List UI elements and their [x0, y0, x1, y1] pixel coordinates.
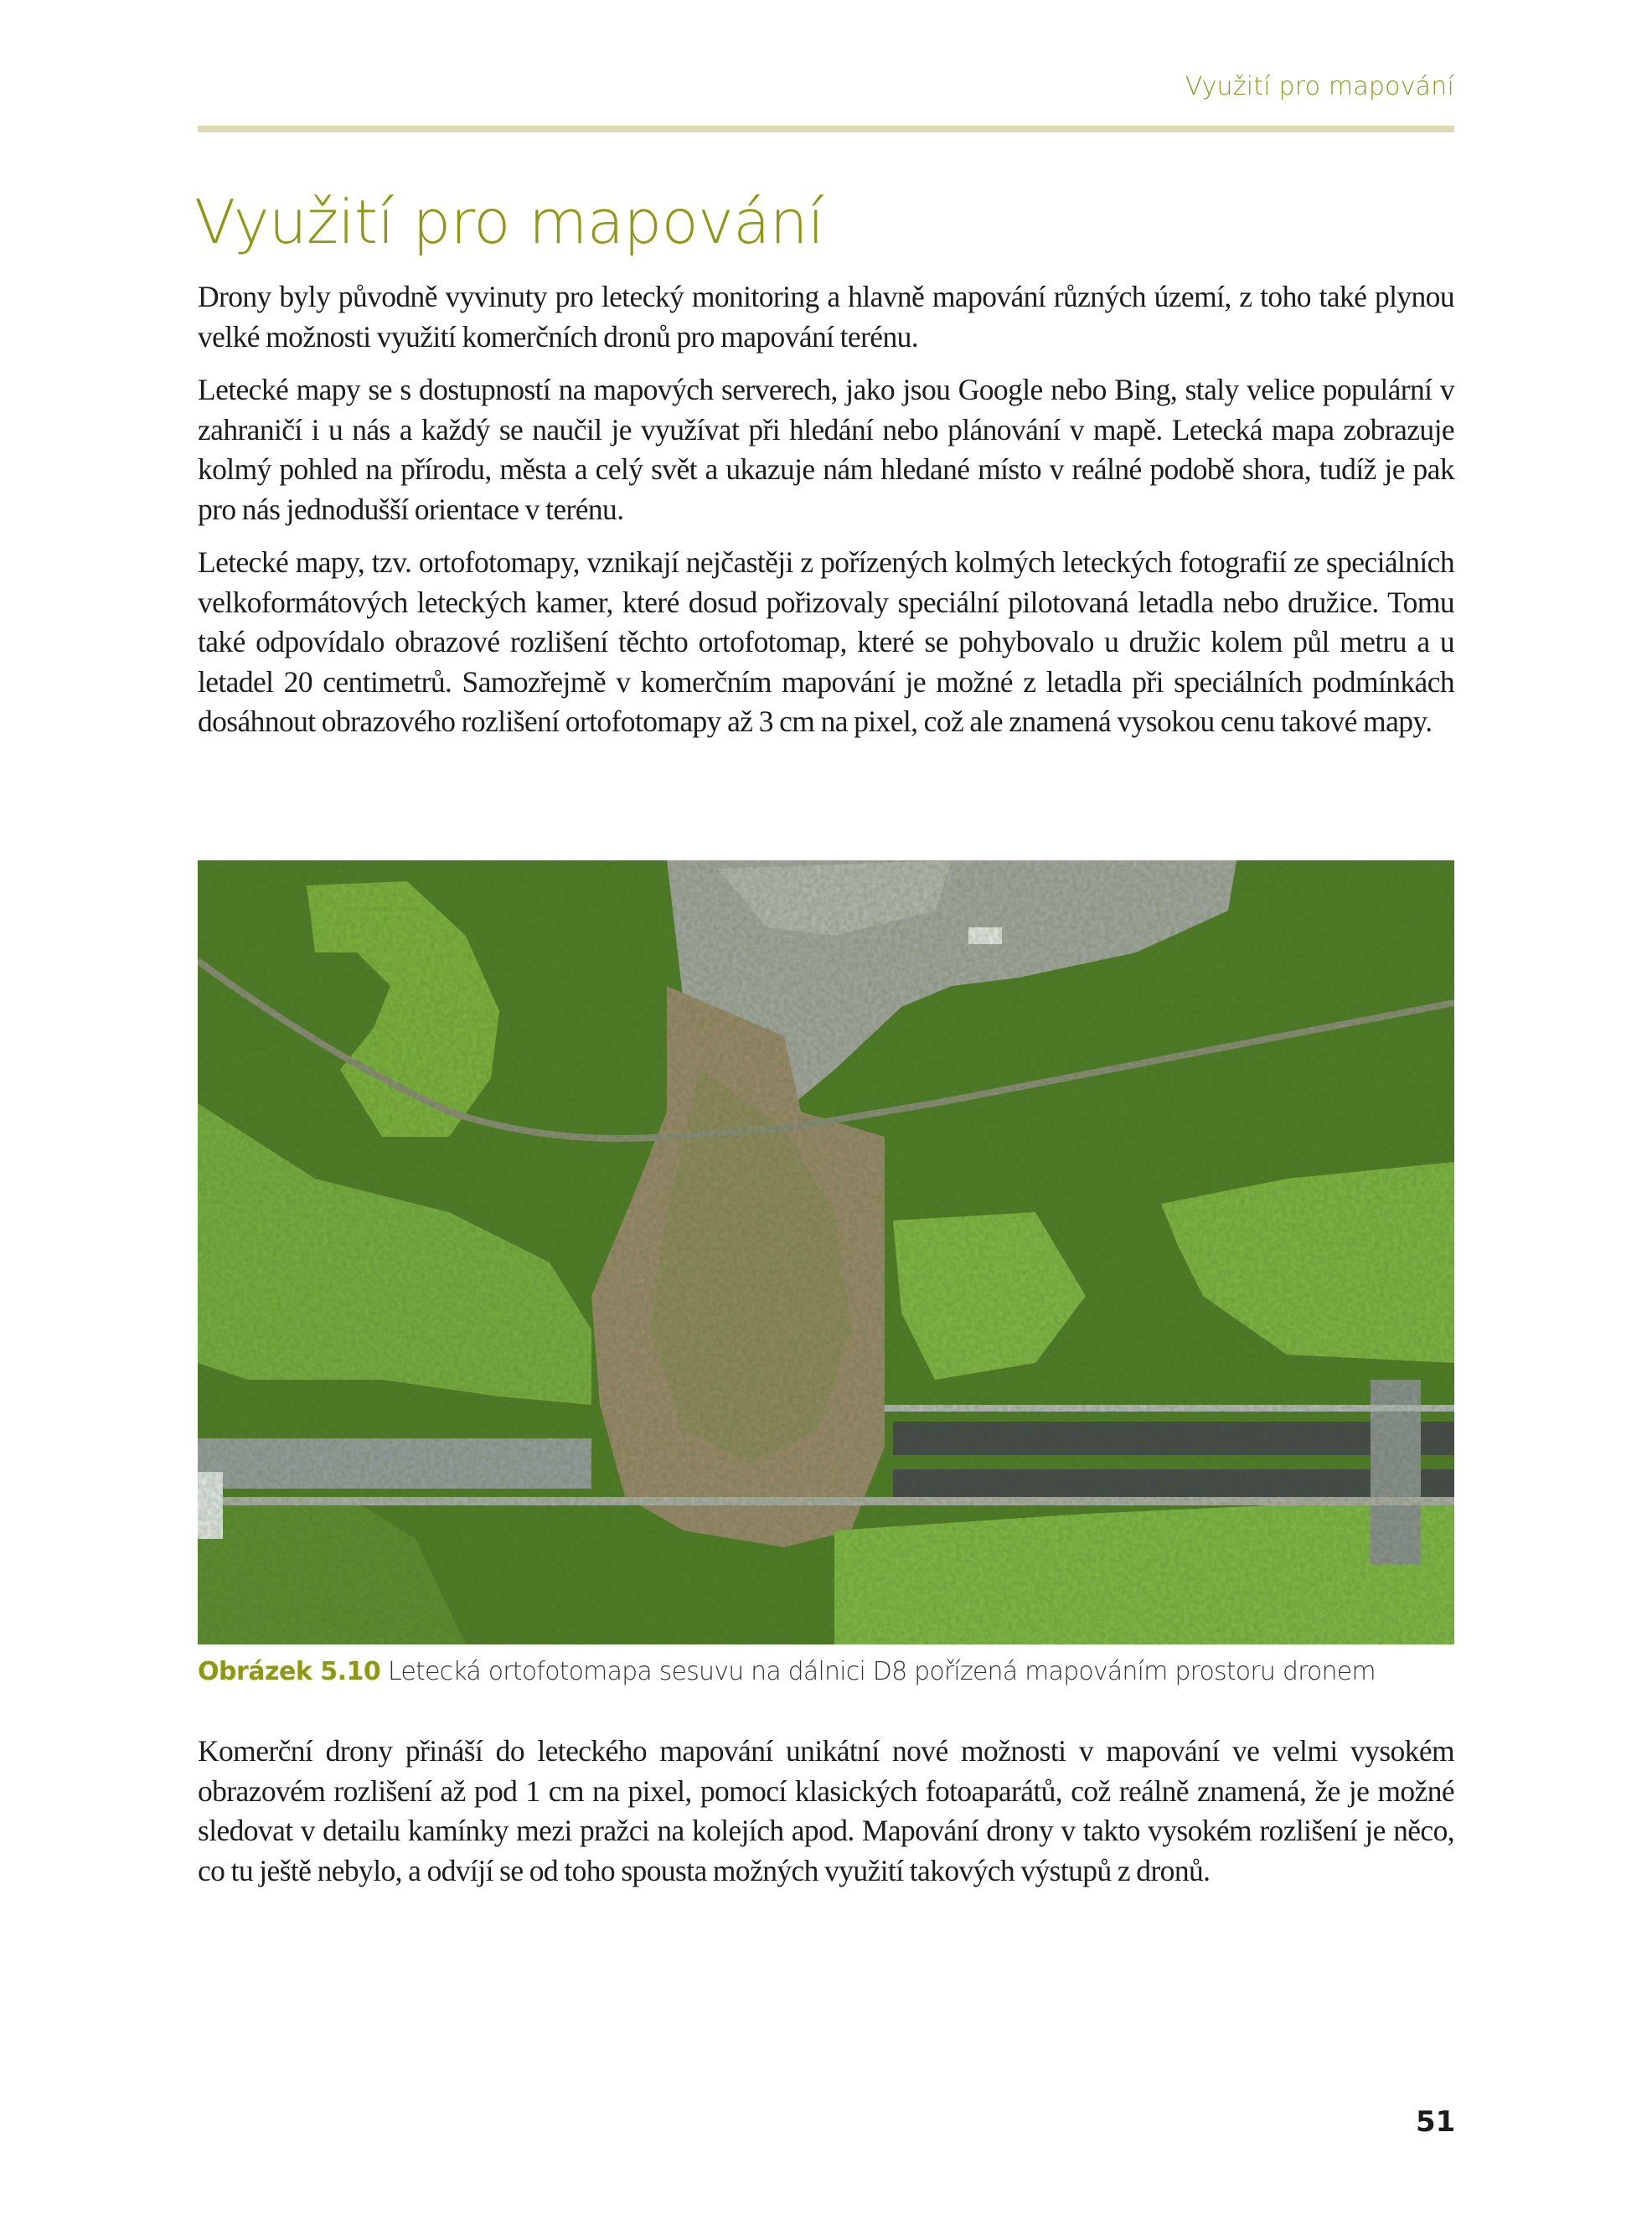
- body-text-before-figure: [198, 277, 1454, 756]
- paragraph: Komerční drony přináší do leteckého mapování unikátní nové možnosti v mapování ve velmi vysokém obrazovém rozlišení až pod 1 cm na pixel, pomocí klasických fotoaparátů, což reálně znamená, že je možné sledovat v detailu kamínky mezi pražci na kolejích apod. Mapování drony v takto vysokém rozlišení je něco, co tu ještě nebylo, a odvíjí se od toho spousta možných využití takových výstupů z dronů.: [198, 1734, 1454, 1887]
- body-text-after-figure: [198, 1732, 1454, 1904]
- aerial-orthophoto-image: [198, 860, 1454, 1644]
- orthophoto-illustration: [198, 860, 1454, 1644]
- page-number: 51: [1416, 2105, 1456, 2139]
- running-head: Využití pro mapování: [1185, 72, 1454, 101]
- paragraph: Drony byly původně vyvinuty pro letecký monitoring a hlavně mapování různých území, z toho také plynou velké možnosti využití komerčních dronů pro mapování terénu.: [198, 280, 1454, 354]
- figure-label: Obrázek 5.10: [198, 1657, 381, 1686]
- header-rule: [198, 126, 1454, 132]
- figure-caption-text: Letecká ortofotomapa sesuvu na dálnici D8 pořízená mapováním prostoru dronem: [380, 1657, 1376, 1686]
- paragraph: Letecké mapy, tzv. ortofotomapy, vznikají nejčastěji z pořízených kolmých leteckých fotografií ze speciálních velkoformátových leteckých kamer, které dosud pořizovaly speciální pilotovaná letadla nebo družice. Tomu také odpovídalo obrazové rozlišení těchto ortofotomap, které se pohybovalo u družic kolem půl metru a u letadel 20 centimetrů. Samozřejmě v komerčním mapování je možné z letadla při speciálních podmínkách dosáhnout obrazového rozlišení ortofotomapy až 3 cm na pixel, což ale znamená vysokou cenu takové mapy.: [198, 545, 1454, 738]
- figure-caption: [198, 1657, 1471, 1686]
- section-title: Využití pro mapování: [194, 187, 824, 257]
- paragraph: Letecké mapy se s dostupností na mapových serverech, jako jsou Google nebo Bing, staly velice populární v zahraničí i u nás a každý se naučil je využívat při hledání nebo plánování v mapě. Letecká mapa zobrazuje kolmý pohled na přírodu, města a celý svět a ukazuje nám hledané místo v reálné podobě shora, tudíž je pak pro nás jednodušší orientace v terénu.: [198, 373, 1454, 526]
